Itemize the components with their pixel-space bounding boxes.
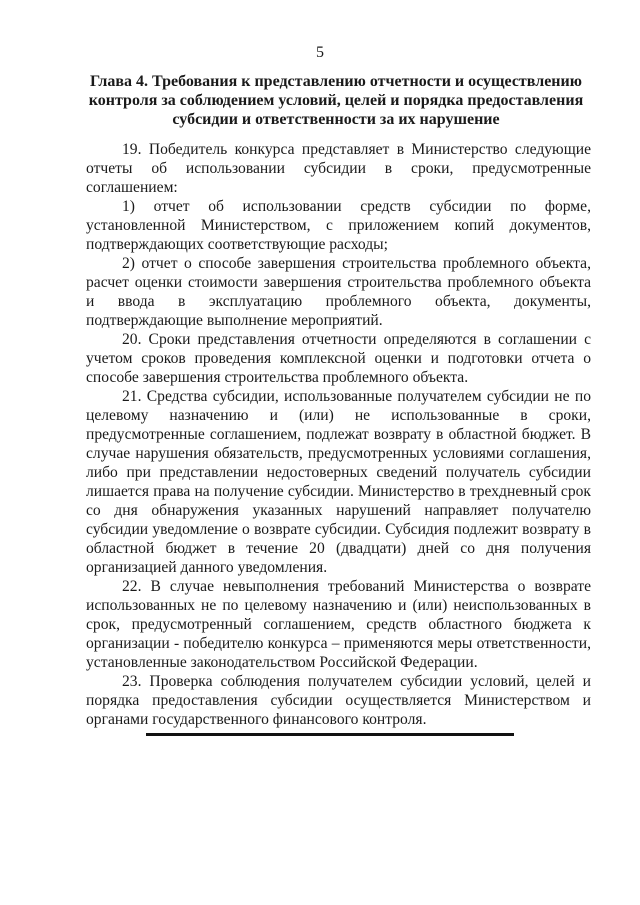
document-body [86,140,591,729]
closing-divider [146,733,514,736]
chapter-title: Глава 4. Требования к представлению отчетности и осуществлению контроля за соблюдением условий, целей и порядка предоставления субсидии и ответственности за их нарушение [88,73,584,128]
paragraph-19-item-1: 1) отчет об использовании средств субсидии по форме, установленной Министерством, с приложением копий документов, подтверждающих соответствующие расходы; [86,198,591,253]
paragraph-19-item-2: 2) отчет о способе завершения строительства проблемного объекта, расчет оценки стоимости завершения строительства проблемного объекта и ввода в эксплуатацию проблемного объекта, документы, подтверждающие выполнение мероприятий. [86,255,591,329]
paragraph-20: 20. Сроки представления отчетности определяются в соглашении с учетом сроков проведения комплексной оценки и подготовки отчета о способе завершения строительства проблемного объекта. [86,331,591,386]
paragraph-22: 22. В случае невыполнения требований Министерства о возврате использованных не по целевому назначению и (или) неиспользованных в срок, предусмотренный соглашением, средств областного бюджета к организации - победителю конкурса – применяются меры ответственности, установленные законодательством Российской Федерации. [86,578,591,671]
paragraph-19: 19. Победитель конкурса представляет в Министерство следующие отчеты об использовании субсидии в сроки, предусмотренные соглашением: [86,141,591,196]
page-number: 5 [316,44,324,61]
paragraph-21: 21. Средства субсидии, использованные получателем субсидии не по целевому назначению и (или) не использованные в сроки, предусмотренные соглашением, подлежат возврату в областной бюджет. В случае нарушения обязательств, предусмотренных условиями соглашения, либо при представлении недостоверных сведений получатель субсидии лишается права на получение субсидии. Министерство в трехдневный срок со дня обнаружения указанных нарушений направляет получателю субсидии уведомление о возврате субсидии. Субсидия подлежит возврату в областной бюджет в течение 20 (двадцати) дней со дня получения организацией данного уведомления. [86,388,591,576]
paragraph-23: 23. Проверка соблюдения получателем субсидии условий, целей и порядка предоставления субсидии осуществляется Министерством и органами государственного финансового контроля. [86,673,591,728]
